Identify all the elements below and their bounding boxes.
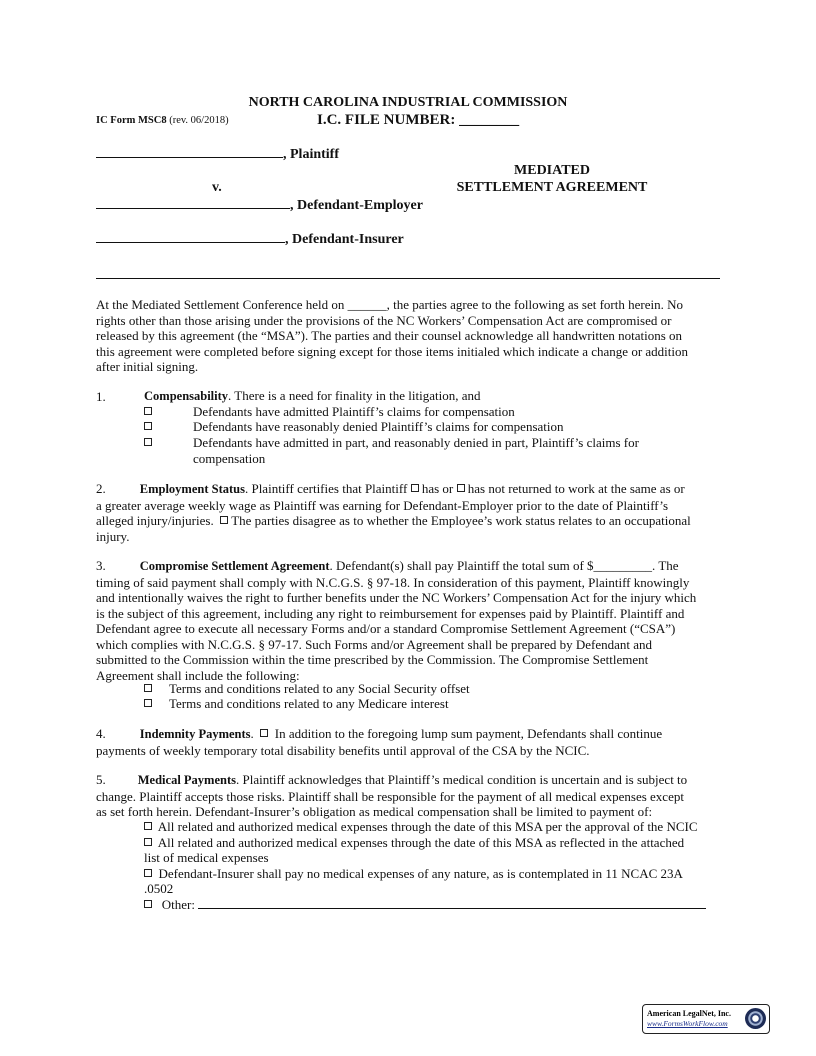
section-2-line [96,513,720,529]
option-text: Defendants have admitted in part, and reasonably denied in part, Plaintiff’s claims for [193,435,639,450]
section-5-option-other [144,897,720,913]
section-3-line: timing of said payment shall comply with N.C.G.S. § 97-18. In consideration of this payment, Plaintiff knowingly [96,574,690,590]
other-blank[interactable] [198,898,706,909]
section-3-text: . Defendant(s) shall pay Plaintiff the total sum of $_________. The [329,558,679,573]
section-5-option-continued: .0502 [144,881,174,896]
section-1-text: . There is a need for finality in the litigation, and [228,388,481,403]
checkbox[interactable] [144,407,152,415]
section-5-line: change. Plaintiff accepts those risks. Plaintiff shall be responsible for the payment of all medical expenses except [96,788,684,804]
option-text: Terms and conditions related to any Medicare interest [169,696,449,711]
section-4 [96,726,720,758]
section-5-line: as set forth herein. Defendant-Insurer’s obligation as medical compensation shall be limited to payment of: [96,804,653,819]
section-4-line-1: 4. Indemnity Payments. In addition to the foregoing lump sum payment, Defendants shall continue [96,726,663,741]
option-text: Terms and conditions related to any Social Security offset [169,681,470,696]
section-2-text: has not returned to work at the same as or [467,481,685,496]
section-5-option-continued: list of medical expenses [144,850,269,865]
employer-line [96,197,423,214]
section-2 [96,481,720,544]
intro-line: released by this agreement (the “MSA”). The parties and their counsel acknowledge all handwritten notations on [96,328,683,343]
brand-name: American LegalNet, Inc. [647,1009,731,1018]
file-number-value[interactable]: ________ [459,112,520,128]
section-5-line-1 [96,772,720,789]
section-1-heading: Compensability [144,389,229,403]
section-3-line: which complies with N.C.G.S. § 97-17. Such Forms and/or Agreement shall be prepared by Defendant and [96,636,652,652]
section-3-heading: Compromise Settlement Agreement [139,559,330,573]
section-2-line: a greater average weekly wage as Plaintiff was earning for Defendant-Employer prior to the date of Plaintiff’s [96,497,669,513]
insurer-line [96,231,404,248]
checkbox[interactable] [144,438,152,446]
globe-icon [745,1008,766,1029]
section-1-option [144,419,564,435]
checkbox-indemnity[interactable] [260,729,268,737]
plaintiff-label: , Plaintiff [283,147,339,162]
form-revision: (rev. 06/2018) [169,115,229,126]
section-3-number: 3. [96,558,106,573]
section-5-heading: Medical Payments [137,773,236,787]
option-text-continued: compensation [193,451,266,466]
employer-label: , Defendant-Employer [290,198,423,213]
section-1-number: 1. [96,389,106,404]
checkbox[interactable] [144,684,152,692]
section-3-option [144,681,470,697]
section-2-line: injury. [96,528,130,544]
header-divider [96,278,720,279]
file-number-label: I.C. FILE NUMBER: [317,112,456,128]
checkbox[interactable] [144,838,152,846]
section-3 [96,558,720,683]
insurer-blank[interactable] [96,231,285,243]
section-4-text: In addition to the foregoing lump sum payment, Defendants shall continue [274,726,663,741]
checkbox-has-returned[interactable] [411,484,419,492]
agreement-title-line1: MEDIATED [514,163,590,178]
section-1-option [144,404,515,420]
section-3-option [144,696,449,712]
commission-title: NORTH CAROLINA INDUSTRIAL COMMISSION [248,95,568,110]
checkbox-has-not-returned[interactable] [457,484,465,492]
section-4-line: payments of weekly temporary total disability benefits until approval of the CSA by the NCIC. [96,742,590,758]
form-number [96,115,229,126]
brand-url[interactable]: www.FormsWorkFlow.com [647,1019,728,1028]
option-text: Defendants have reasonably denied Plaintiff’s claims for compensation [193,419,564,434]
versus-text: v. [212,180,222,195]
option-text: Other: [161,896,195,912]
checkbox-work-status-dispute[interactable] [220,516,228,524]
section-3-line: Defendant agree to execute all necessary Forms and/or a standard Compromise Settlement Agreement (“CSA”) [96,621,676,636]
employer-blank[interactable] [96,197,290,209]
section-2-text: The parties disagree as to whether the Employee’s work status relates to an occupational [231,513,691,528]
checkbox[interactable] [144,699,152,707]
section-2-heading: Employment Status [139,482,245,496]
section-2-number: 2. [96,481,106,496]
section-3-line: Agreement shall include the following: [96,667,300,683]
plaintiff-blank[interactable] [96,146,283,158]
section-4-heading: Indemnity Payments [139,727,251,741]
agreement-title-line2: SETTLEMENT AGREEMENT [456,180,648,195]
checkbox[interactable] [144,869,152,877]
section-5-text: . Plaintiff acknowledges that Plaintiff’s medical condition is uncertain and is subject to [236,772,688,787]
section-1-intro [144,388,481,405]
checkbox[interactable] [144,422,152,430]
intro-line: At the Mediated Settlement Conference held on ______, the parties agree to the following as set forth herein. No [96,297,683,312]
section-5-option [144,819,720,835]
section-5-number: 5. [96,772,106,787]
option-text: All related and authorized medical expenses through the date of this MSA per the approval of the NCIC [157,819,698,834]
section-3-line: and intentionally waives the right to further benefits under the NC Workers’ Compensation Act for the injury which [96,590,697,605]
checkbox[interactable] [144,822,152,830]
form-code: IC Form MSC8 [96,115,167,126]
intro-line: after initial signing. [96,359,199,374]
section-5-options [144,819,720,912]
section-1-option [144,435,639,451]
section-5-option [144,866,720,882]
option-text: All related and authorized medical expenses through the date of this MSA as reflected in the attached [157,834,685,850]
section-2-text: alleged injury/injuries. [96,513,214,528]
section-5 [96,772,720,820]
checkbox[interactable] [144,900,152,908]
plaintiff-line [96,146,339,163]
option-text: Defendants have admitted Plaintiff’s claims for compensation [193,404,515,419]
section-3-line-1 [96,558,720,575]
section-2-text: has or [421,481,454,496]
section-3-line: is the subject of this agreement, including any right to reimbursement for expenses paid by Plaintiff. Plaintiff and [96,605,685,621]
section-2-text: . Plaintiff certifies that Plaintiff [244,481,408,496]
insurer-label: , Defendant-Insurer [285,232,404,247]
american-legalnet-logo [642,1004,770,1034]
file-number [317,112,519,129]
intro-line: rights other than those arising under the provisions of the NC Workers’ Compensation Act are compromised or [96,312,672,328]
intro-line: this agreement were completed before signing except for those items initialed which indicate a change or addition [96,343,689,359]
section-2-line-1 [96,481,720,498]
option-text: Defendant-Insurer shall pay no medical expenses of any nature, as is contemplated in 11 NCAC 23A [158,865,683,881]
section-4-number: 4. [96,726,106,741]
intro-paragraph [96,297,720,375]
section-3-line: submitted to the Commission within the time prescribed by the Commission. The Compromise Settlement [96,652,649,667]
section-5-option [144,835,720,851]
